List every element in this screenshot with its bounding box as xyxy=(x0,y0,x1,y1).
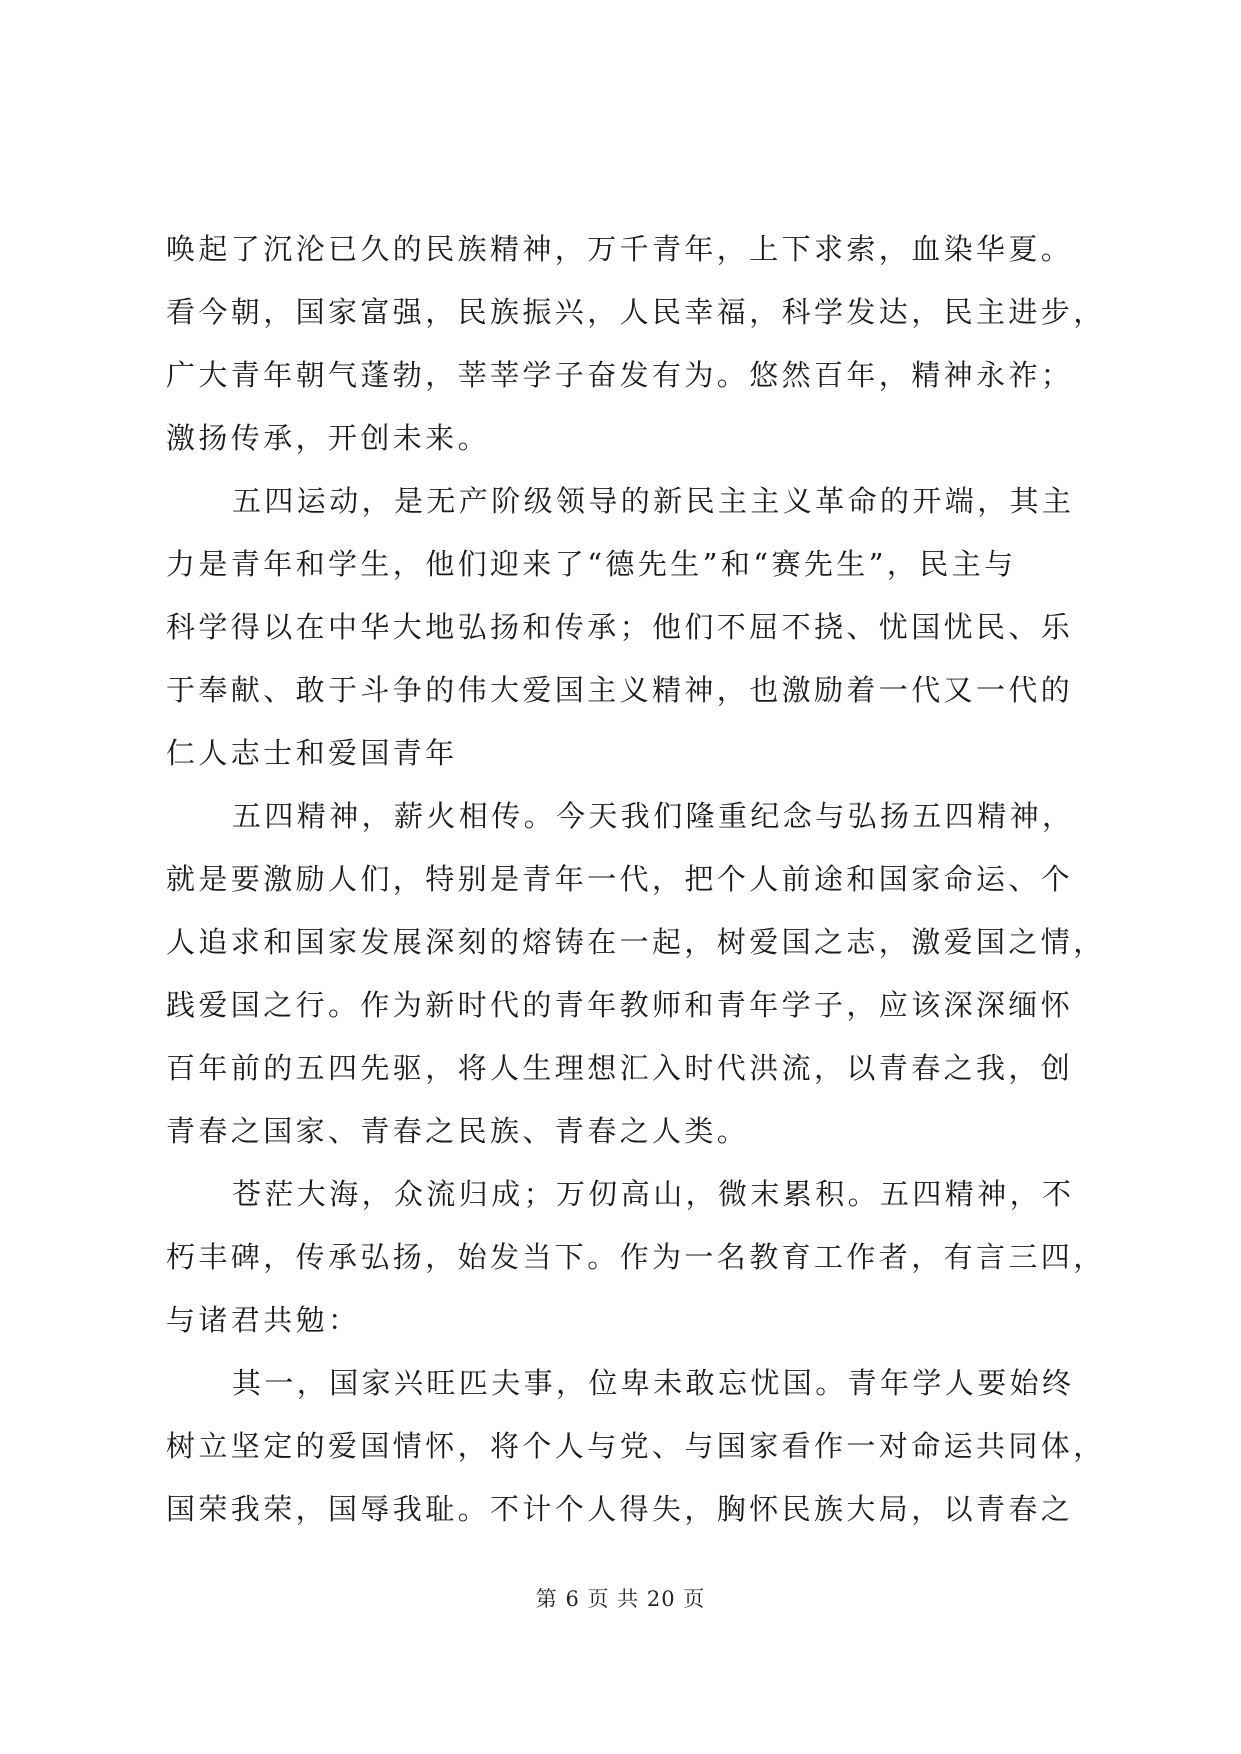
text-line: 树立坚定的爱国情怀，将个人与党、与国家看作一对命运共同体， xyxy=(166,1429,1106,1463)
text-line: 于奉献、敢于斗争的伟大爱国主义精神，也激励着一代又一代的 xyxy=(166,673,1074,707)
paragraph-start-line: 五四精神，薪火相传。今天我们隆重纪念与弘扬五四精神， xyxy=(232,799,1075,833)
text-line: 与诸君共勉： xyxy=(166,1303,361,1337)
text-line: 践爱国之行。作为新时代的青年教师和青年学子，应该深深缅怀 xyxy=(166,988,1074,1022)
text-line: 仁人志士和爱国青年 xyxy=(166,736,458,770)
text-line: 看今朝，国家富强，民族振兴，人民幸福，科学发达，民主进步， xyxy=(166,295,1106,329)
paragraph-start-line: 五四运动，是无产阶级领导的新民主主义革命的开端，其主 xyxy=(232,484,1075,518)
text-line: 青春之国家、青春之民族、青春之人类。 xyxy=(166,1114,750,1148)
page-number-footer: 第 6 页 共 20 页 xyxy=(535,1587,706,1611)
text-line: 广大青年朝气蓬勃，莘莘学子奋发有为。悠然百年，精神永祚； xyxy=(166,358,1074,392)
text-line: 就是要激励人们，特别是青年一代，把个人前途和国家命运、个 xyxy=(166,862,1074,896)
document-body xyxy=(166,218,1106,1541)
text-line: 力是青年和学生，他们迎来了“德先生”和“赛先生”，民主与 xyxy=(166,547,1017,581)
text-line: 激扬传承，开创未来。 xyxy=(166,421,491,455)
paragraph-start-line: 其一，国家兴旺匹夫事，位卑未敢忘忧国。青年学人要始终 xyxy=(232,1366,1075,1400)
text-line: 百年前的五四先驱，将人生理想汇入时代洪流，以青春之我，创 xyxy=(166,1051,1074,1085)
text-line: 唤起了沉沦已久的民族精神，万千青年，上下求索，血染华夏。 xyxy=(166,232,1074,266)
text-line: 科学得以在中华大地弘扬和传承；他们不屈不挠、忧国忧民、乐 xyxy=(166,610,1074,644)
text-line: 朽丰碑，传承弘扬，始发当下。作为一名教育工作者，有言三四， xyxy=(166,1240,1106,1274)
text-line: 国荣我荣，国辱我耻。不计个人得失，胸怀民族大局，以青春之 xyxy=(166,1492,1074,1526)
paragraph-start-line: 苍茫大海，众流归成；万仞高山，微末累积。五四精神，不 xyxy=(232,1177,1075,1211)
text-line: 人追求和国家发展深刻的熔铸在一起，树爱国之志，激爱国之情， xyxy=(166,925,1106,959)
